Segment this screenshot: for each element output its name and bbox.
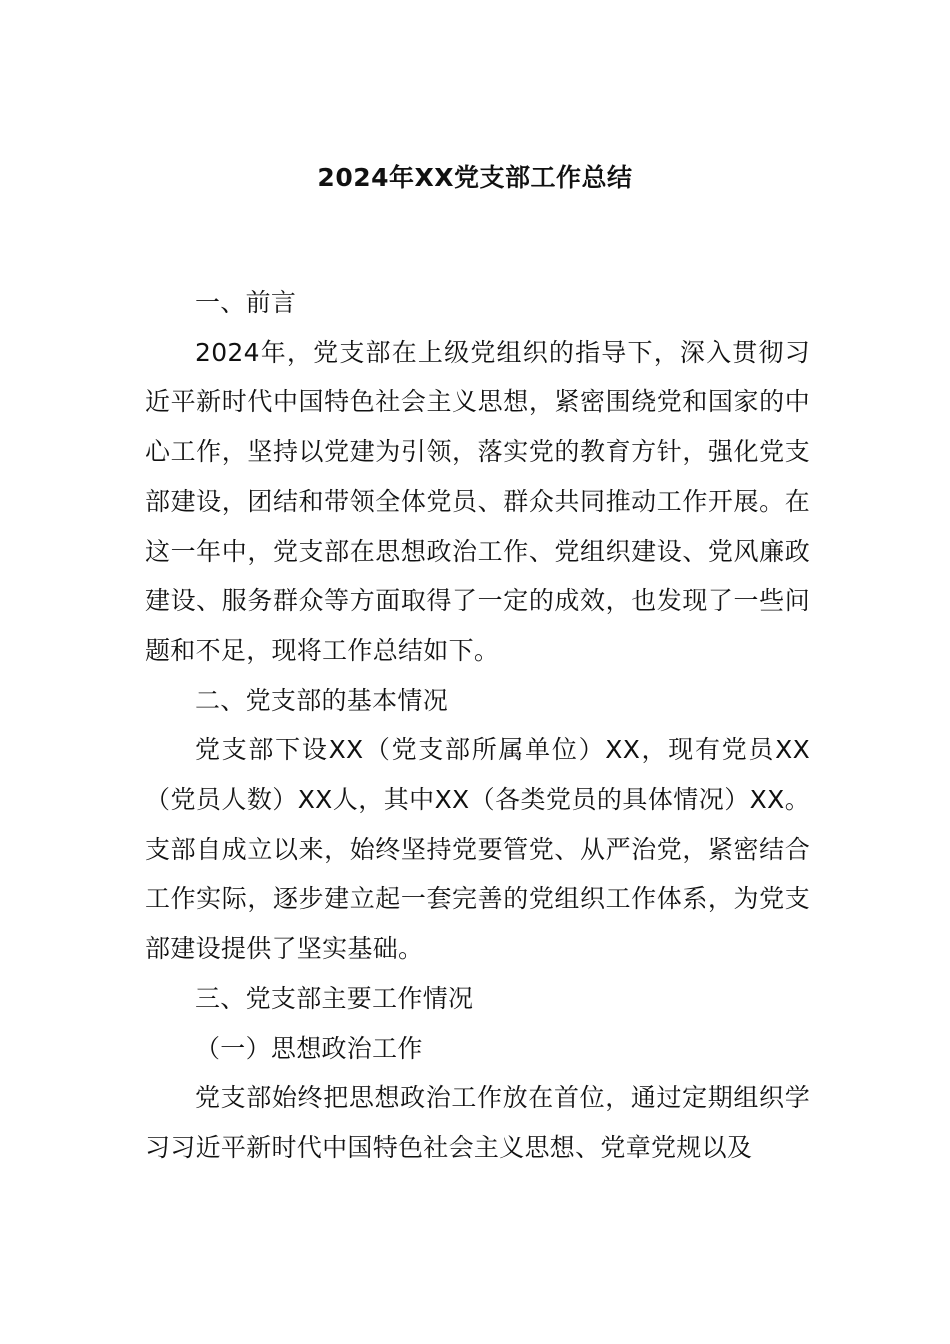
subsection-heading-ideology: （一）思想政治工作 xyxy=(195,1033,423,1063)
document-title: 2024年XX党支部工作总结 xyxy=(317,163,633,192)
document-body xyxy=(145,278,810,1173)
section-heading-basic-info: 二、党支部的基本情况 xyxy=(195,685,449,715)
paragraph-preface: 2024年，党支部在上级党组织的指导下，深入贯彻习近平新时代中国特色社会主义思想，紧密围绕党和国家的中心工作，坚持以党建为引领，落实党的教育方针，强化党支部建设，团结和带领全体党员、群众共同推动工作开展。在这一年中，党支部在思想政治工作、党组织建设、党风廉政建设、服务群众等方面取得了一定的成效，也发现了一些问题和不足，现将工作总结如下。 xyxy=(145,337,810,665)
paragraph-basic-info: 党支部下设XX（党支部所属单位）XX，现有党员XX（党员人数）XX人，其中XX（各类党员的具体情况）XX。支部自成立以来，始终坚持党要管党、从严治党，紧密结合工作实际，逐步建立起一套完善的党组织工作体系，为党支部建设提供了坚实基础。 xyxy=(145,735,810,964)
section-heading-preface: 一、前言 xyxy=(195,288,297,317)
paragraph-ideology: 党支部始终把思想政治工作放在首位，通过定期组织学习习近平新时代中国特色社会主义思想、党章党规以及 xyxy=(145,1083,810,1162)
section-heading-main-work: 三、党支部主要工作情况 xyxy=(195,983,474,1013)
